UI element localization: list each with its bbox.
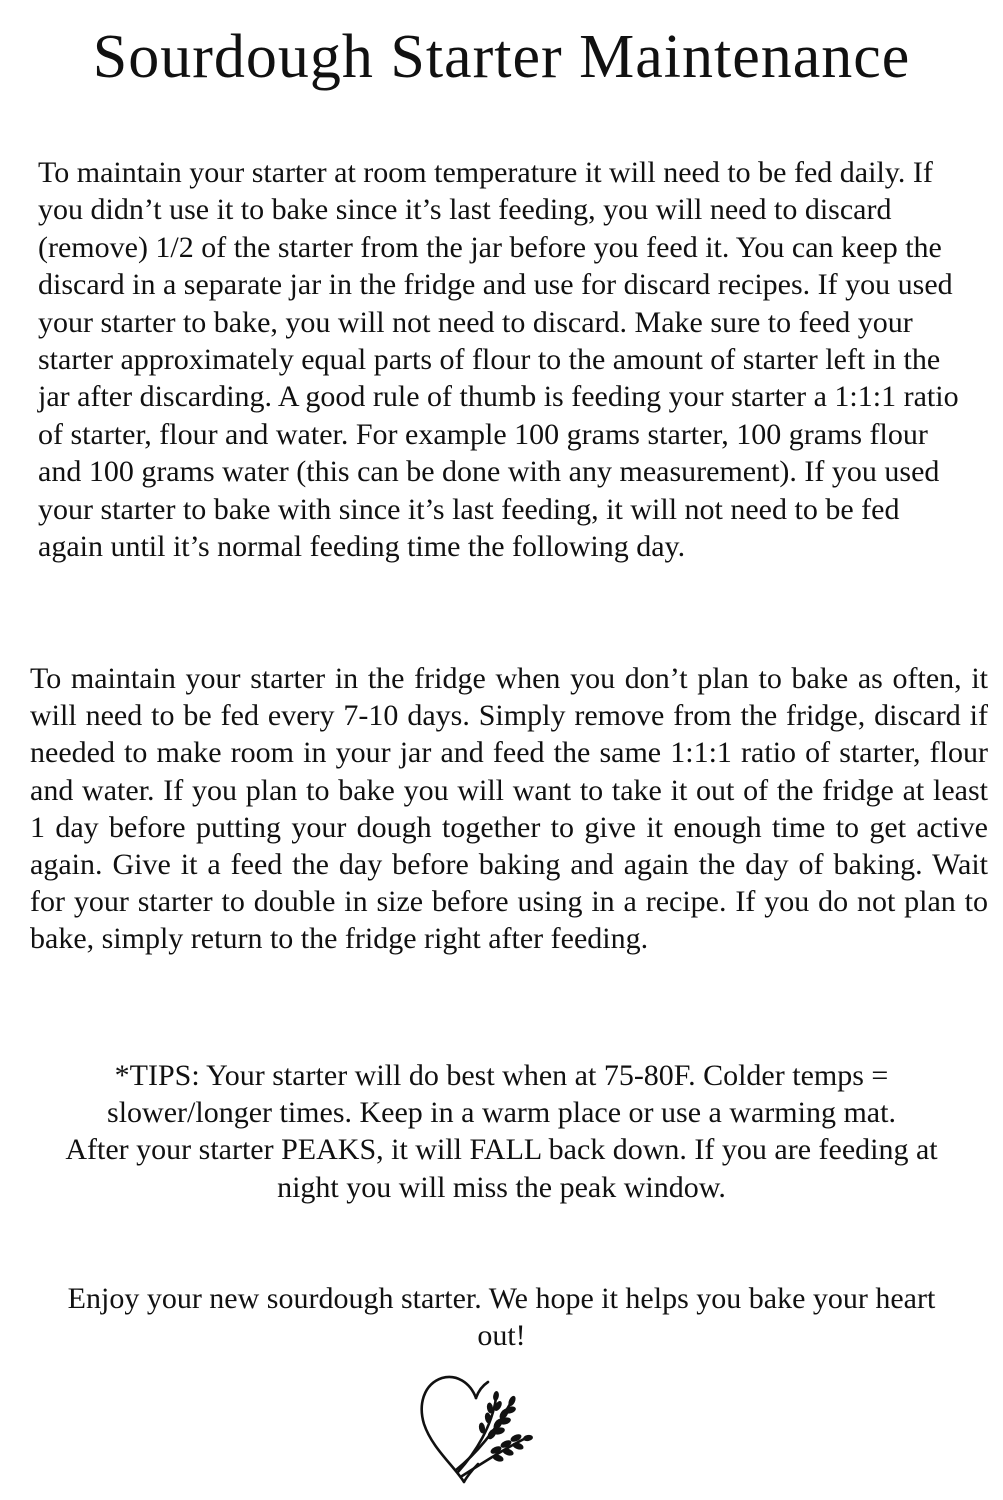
- room-temperature-paragraph: To maintain your starter at room temperature it will need to be fed daily. If you didn’t use it to bake since it’s last feeding, you will need to discard (remove) 1/2 of the starter from the jar before you feed it. You can keep the discard in a separate jar in the fridge and use for discard recipes. If you used your starter to bake, you will not need to discard. Make sure to feed your starter approximately equal parts of flour to the amount of starter left in the jar after discarding. A good rule of thumb is feeding your starter a 1:1:1 ratio of starter, flour and water. For example 100 grams starter, 100 grams flour and 100 grams water (this can be done with any measurement). If you used your starter to bake with since it’s last feeding, it will not need to be fed again until it’s normal feeding time the following day.: [38, 156, 959, 564]
- heart-wheat-icon: [412, 1368, 536, 1488]
- fridge-paragraph: To maintain your starter in the fridge when you don’t plan to bake as often, it will need to be fed every 7-10 days. Simply remove from the fridge, discard if needed to make room in your jar and feed the same 1:1:1 ratio of starter, flour and water. If you plan to bake you will want to take it out of the fridge at least 1 day before putting your dough together to give it enough time to get active again. Give it a feed the day before baking and again the day of baking. Wait for your starter to double in size before using in a recipe. If you do not plan to bake, simply return to the fridge right after feeding.: [30, 662, 988, 956]
- page-title: Sourdough Starter Maintenance: [92, 23, 911, 91]
- tips-temperature: *TIPS: Your starter will do best when at 75-80F. Colder temps = slower/longer times. Keep in a warm place or use a warming mat.: [107, 1059, 896, 1130]
- tips-peak: After your starter PEAKS, it will FALL back down. If you are feeding at night you will miss the peak window.: [65, 1133, 938, 1204]
- closing-message: Enjoy your new sourdough starter. We hope it helps you bake your heart out!: [67, 1282, 936, 1353]
- tips-section: [40, 1057, 963, 1206]
